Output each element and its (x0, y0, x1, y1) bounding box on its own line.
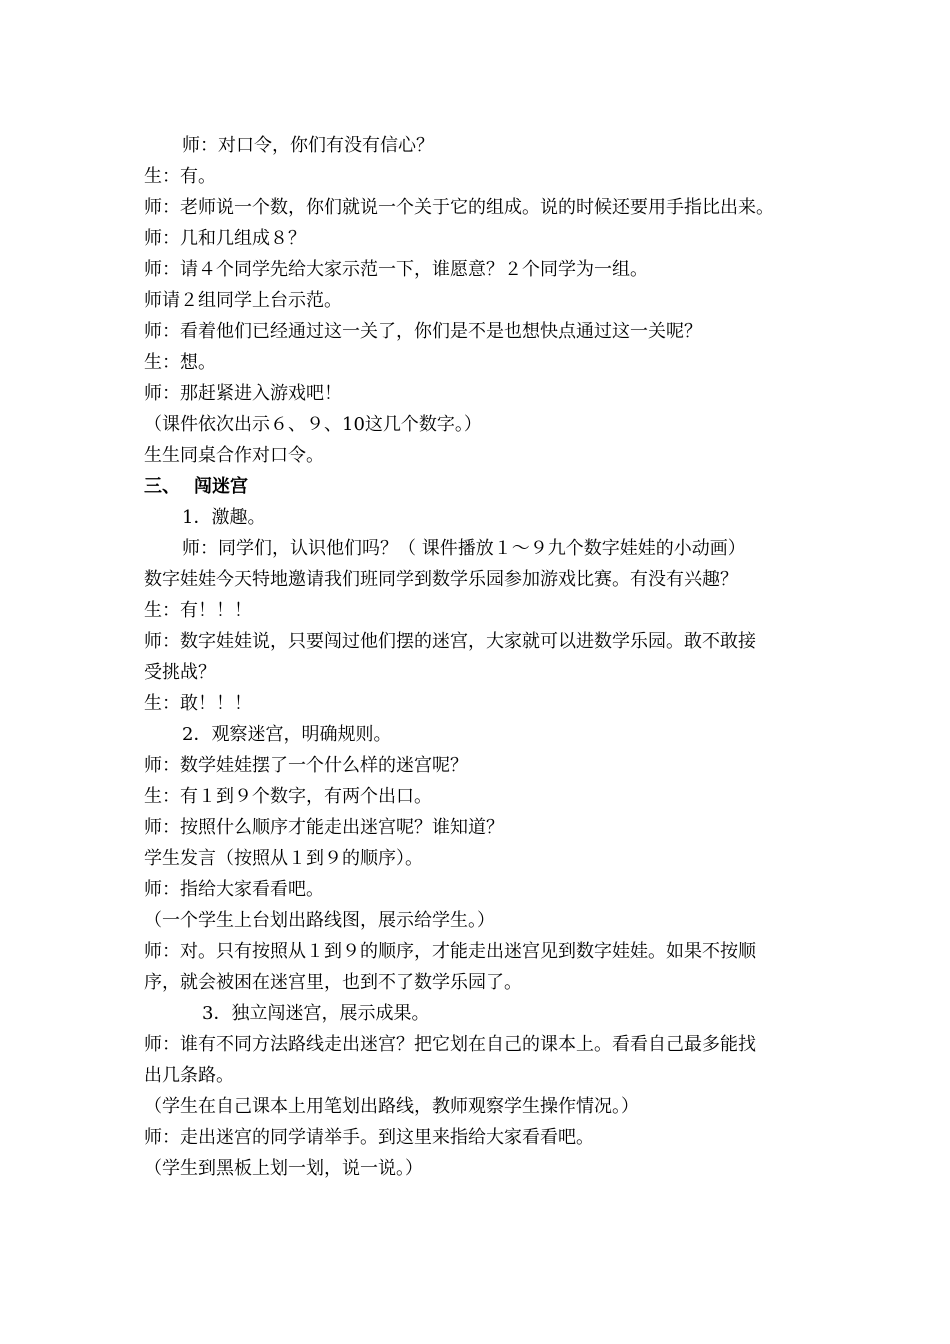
paragraph-line: （学生到黑板上划一划，说一说。） (144, 1158, 423, 1179)
section-heading (144, 471, 824, 502)
paragraph-line: 师：请４个同学先给大家示范一下，谁愿意？２个同学为一组。 (144, 259, 648, 280)
paragraph-line: 生：想。 (144, 352, 216, 373)
subsection-title: 1．激趣。 (182, 507, 266, 528)
paragraph-line: 生：有。 (144, 166, 216, 187)
paragraph-line: 数字娃娃今天特地邀请我们班同学到数学乐园参加游戏比赛。有没有兴趣？ (144, 569, 738, 590)
paragraph-line: 师：对口令，你们有没有信心？ (182, 135, 434, 156)
paragraph-line: 师：同学们，认识他们吗？（ 课件播放１～９九个数字娃娃的小动画） (182, 538, 746, 559)
paragraph-line: 生：敢！！！ (144, 693, 252, 714)
paragraph-line: （课件依次出示６、９、10这几个数字。） (144, 414, 482, 435)
paragraph-line: 受挑战？ (144, 662, 216, 683)
document-body (144, 130, 824, 1184)
paragraph-line: 师：按照什么顺序才能走出迷宫呢？谁知道？ (144, 817, 504, 838)
paragraph-line: 师：看着他们已经通过这一关了，你们是不是也想快点通过这一关呢？ (144, 321, 702, 342)
paragraph-line: 学生发言（按照从１到９的顺序）。 (144, 848, 423, 869)
paragraph-line: 生生同桌合作对口令。 (144, 445, 324, 466)
paragraph-line: 出几条路。 (144, 1065, 234, 1086)
paragraph-line: 生：有！！！ (144, 600, 252, 621)
paragraph-line: 师：数字娃娃说，只要闯过他们摆的迷宫，大家就可以进数学乐园。敢不敢接 (144, 631, 756, 652)
paragraph-line: 师：几和几组成８？ (144, 228, 306, 249)
section-number: 三、 (144, 476, 180, 497)
section-title: 闯迷宫 (194, 476, 248, 497)
paragraph-line: 师：谁有不同方法路线走出迷宫？把它划在自己的课本上。看看自己最多能找 (144, 1034, 756, 1055)
paragraph-line: 师：指给大家看看吧。 (144, 879, 324, 900)
paragraph-line: （学生在自己课本上用笔划出路线，教师观察学生操作情况。） (144, 1096, 639, 1117)
paragraph-line: 生：有１到９个数字，有两个出口。 (144, 786, 432, 807)
paragraph-line: 师：那赶紧进入游戏吧！ (144, 383, 342, 404)
paragraph-line: 师：老师说一个数，你们就说一个关于它的组成。说的时候还要用手指比出来。 (144, 197, 774, 218)
paragraph-line: （一个学生上台划出路线图，展示给学生。） (144, 910, 495, 931)
paragraph-line: 师：数学娃娃摆了一个什么样的迷宫呢？ (144, 755, 468, 776)
paragraph-line: 师：走出迷宫的同学请举手。到这里来指给大家看看吧。 (144, 1127, 594, 1148)
subsection-title: 2．观察迷宫，明确规则。 (182, 724, 392, 745)
subsection-title: 3．独立闯迷宫，展示成果。 (202, 1003, 430, 1024)
paragraph-line: 师请２组同学上台示范。 (144, 290, 342, 311)
paragraph-line: 师：对。只有按照从１到９的顺序，才能走出迷宫见到数字娃娃。如果不按顺 (144, 941, 756, 962)
paragraph-line: 序，就会被困在迷宫里，也到不了数学乐园了。 (144, 972, 522, 993)
